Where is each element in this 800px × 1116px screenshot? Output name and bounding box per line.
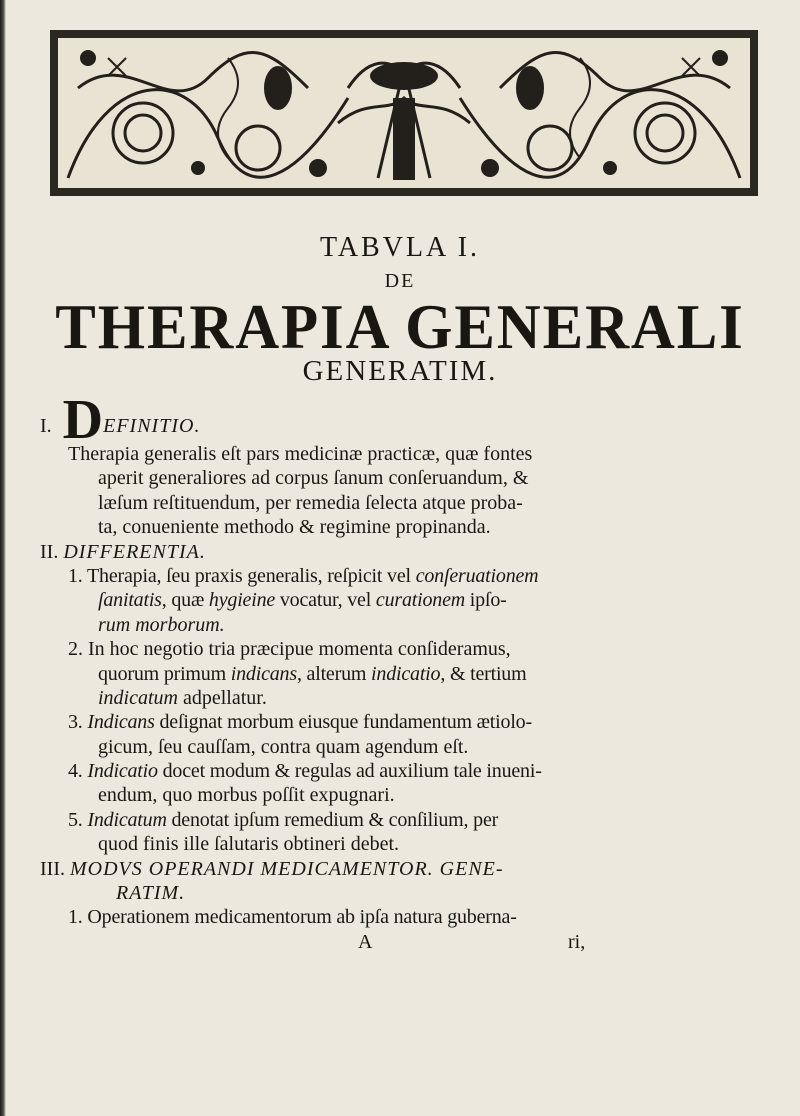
- text-run: 5.: [68, 808, 88, 831]
- list-item-line: rum morborum.: [98, 613, 225, 636]
- section-title: EFINITIO.: [103, 415, 201, 437]
- signature-mark: A: [358, 930, 373, 953]
- section-numeral: I.: [40, 415, 52, 437]
- text-run: denotat ipſum remedium & conſilium, per: [166, 808, 499, 831]
- list-item-line: [40, 759, 780, 783]
- definition-line: aperit generaliores ad corpus ſanum conſeruandum, &: [98, 467, 529, 490]
- catchword: ri,: [568, 930, 586, 953]
- text-run: 1. Therapia, ſeu praxis generalis, reſpicit vel: [68, 564, 416, 587]
- text-run: adpellatur.: [178, 686, 267, 709]
- italic-term: indicatum: [98, 686, 178, 709]
- text-run: deſignat morbum eiusque fundamentum ætiolo-: [154, 711, 532, 734]
- text-run: docet modum & regulas ad auxilium tale inueni-: [157, 760, 542, 783]
- definition-line: Therapia generalis eſt pars medicinæ practicæ, quæ fontes: [68, 443, 533, 465]
- section-title: MODVS OPERANDI MEDICAMENTOR. GENE-: [69, 857, 504, 880]
- title-preposition: DE: [384, 270, 416, 292]
- text-run: ipſo-: [465, 589, 507, 612]
- italic-term: Indicatio: [87, 760, 158, 783]
- list-item-line: endum, quo morbus poſſit expugnari.: [98, 784, 395, 807]
- section-heading-differentia: [40, 540, 780, 564]
- body-text: [40, 389, 780, 954]
- text-run: vocatur, vel: [275, 589, 376, 612]
- italic-term: conſeruationem: [415, 564, 539, 587]
- italic-term: indicatio: [371, 662, 441, 685]
- list-item-line: [40, 564, 780, 588]
- text-run: 3.: [68, 711, 88, 734]
- list-item-line: quod finis ille ſalutaris obtineri debet.: [98, 833, 400, 856]
- text-run: , quæ: [161, 589, 209, 612]
- list-item-line: [40, 662, 780, 686]
- list-item-line: 1. Operationem medicamentorum ab ipſa natura guberna-: [68, 906, 517, 929]
- page-binding-edge: [0, 0, 6, 1116]
- text-run: 4.: [68, 760, 88, 783]
- definition-line: læſum reſtituendum, per remedia ſelecta atque proba-: [98, 491, 523, 514]
- section-numeral: III.: [40, 857, 65, 880]
- section-title-continued: RATIM.: [116, 882, 186, 905]
- italic-term: Indicatum: [87, 808, 167, 831]
- list-item-line: [40, 808, 780, 832]
- ornamental-headpiece: [48, 28, 760, 198]
- text-run: quorum primum: [98, 662, 231, 685]
- text-run: , alterum: [296, 662, 372, 685]
- list-item-line: [40, 710, 780, 734]
- section-title: DIFFERENTIA.: [63, 540, 206, 563]
- italic-term: Indicans: [87, 711, 155, 734]
- italic-term: ſanitatis: [98, 589, 162, 612]
- page-subtitle: GENERATIM.: [302, 355, 498, 387]
- text-run: , & tertium: [440, 662, 527, 685]
- list-item-line: 2. In hoc negotio tria præcipue momenta conſideramus,: [68, 638, 511, 661]
- drop-cap: D: [62, 389, 104, 451]
- list-item-line: [40, 588, 780, 612]
- plate-label: TABVLA I.: [319, 232, 481, 263]
- section-numeral: II.: [40, 540, 59, 563]
- italic-term: hygieine: [208, 589, 276, 612]
- definition-line: ta, conueniente methodo & regimine propinanda.: [98, 516, 491, 539]
- list-item-line: gicum, ſeu cauſſam, contra quam agendum eſt.: [98, 735, 469, 758]
- section-heading-definitio: [40, 389, 780, 451]
- page-title: THERAPIA GENERALI: [55, 291, 745, 362]
- italic-term: indicans: [230, 662, 297, 685]
- section-heading-modus-operandi: [40, 857, 780, 881]
- list-item-line: [40, 686, 780, 710]
- italic-term: curationem: [375, 589, 465, 612]
- page-footer: [40, 930, 780, 954]
